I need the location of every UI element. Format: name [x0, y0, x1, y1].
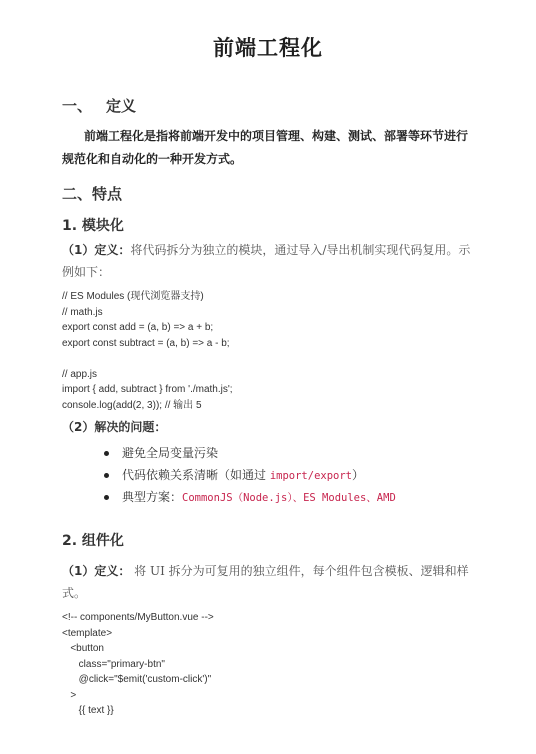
- definition-text: 将 UI 拆分为可复用的独立组件，每个组件包含模板、逻辑和样式。: [62, 564, 469, 600]
- section-heading-features: 二、特点: [62, 185, 123, 203]
- code-line: <!-- components/MyButton.vue -->: [62, 612, 214, 623]
- definition-label: （1）定义：: [62, 564, 131, 578]
- subsection-heading-componentization: 2. 组件化: [62, 533, 124, 549]
- solved-problems-label: （2）解决的问题：: [62, 420, 167, 434]
- code-line: class="primary-btn": [62, 658, 165, 670]
- componentization-definition: [62, 560, 472, 604]
- list-item: [104, 486, 396, 508]
- code-line: >: [62, 689, 77, 701]
- code-line: export const subtract = (a, b) => a - b;: [62, 337, 230, 349]
- code-line: // math.js: [62, 306, 103, 318]
- list-item-suffix: ）: [352, 468, 365, 482]
- bullet-icon: [104, 451, 109, 456]
- code-block-component: [62, 610, 214, 719]
- inline-code: import/export: [269, 470, 353, 482]
- inline-code: CommonJS（Node.js）、ES Modules、AMD: [182, 492, 396, 504]
- modularity-definition: [62, 239, 472, 283]
- bullet-icon: [104, 495, 109, 500]
- code-line: {{ text }}: [62, 705, 114, 716]
- list-item-text: 避免全局变量污染: [122, 446, 219, 460]
- code-block-modules: [62, 289, 233, 413]
- code-line: <button: [62, 643, 104, 654]
- list-item-text: 典型方案：: [122, 490, 183, 504]
- section-heading-definition: [62, 95, 136, 116]
- section-number: 一、: [62, 97, 93, 115]
- list-item-text: 代码依赖关系清晰（如通过: [122, 468, 270, 482]
- code-line: [62, 351, 233, 367]
- definition-text: 将代码拆分为独立的模块，通过导入/导出机制实现代码复用。示例如下：: [62, 243, 471, 279]
- code-line: @click="$emit('custom-click')": [62, 674, 212, 685]
- definition-label: （1）定义：: [62, 243, 131, 257]
- code-line: // app.js: [62, 368, 98, 380]
- subsection-heading-modularity: 1. 模块化: [62, 218, 124, 234]
- code-line: export const add = (a, b) => a + b;: [62, 322, 214, 333]
- solved-problems-list: [104, 442, 396, 508]
- code-line: console.log(add(2, 3)); // 输出 5: [62, 399, 202, 411]
- list-item: [104, 464, 396, 486]
- definition-paragraph: 前端工程化是指将前端开发中的项目管理、构建、测试、部署等环节进行规范化和自动化的一种开发方式。: [62, 129, 469, 166]
- document-title: 前端工程化: [213, 36, 323, 60]
- list-item: [104, 442, 396, 464]
- bullet-icon: [104, 473, 109, 478]
- code-line: <template>: [62, 627, 113, 639]
- code-line: // ES Modules (现代浏览器支持): [62, 291, 204, 302]
- code-line: import { add, subtract } from './math.js';: [62, 384, 233, 395]
- section-title: 定义: [106, 97, 137, 115]
